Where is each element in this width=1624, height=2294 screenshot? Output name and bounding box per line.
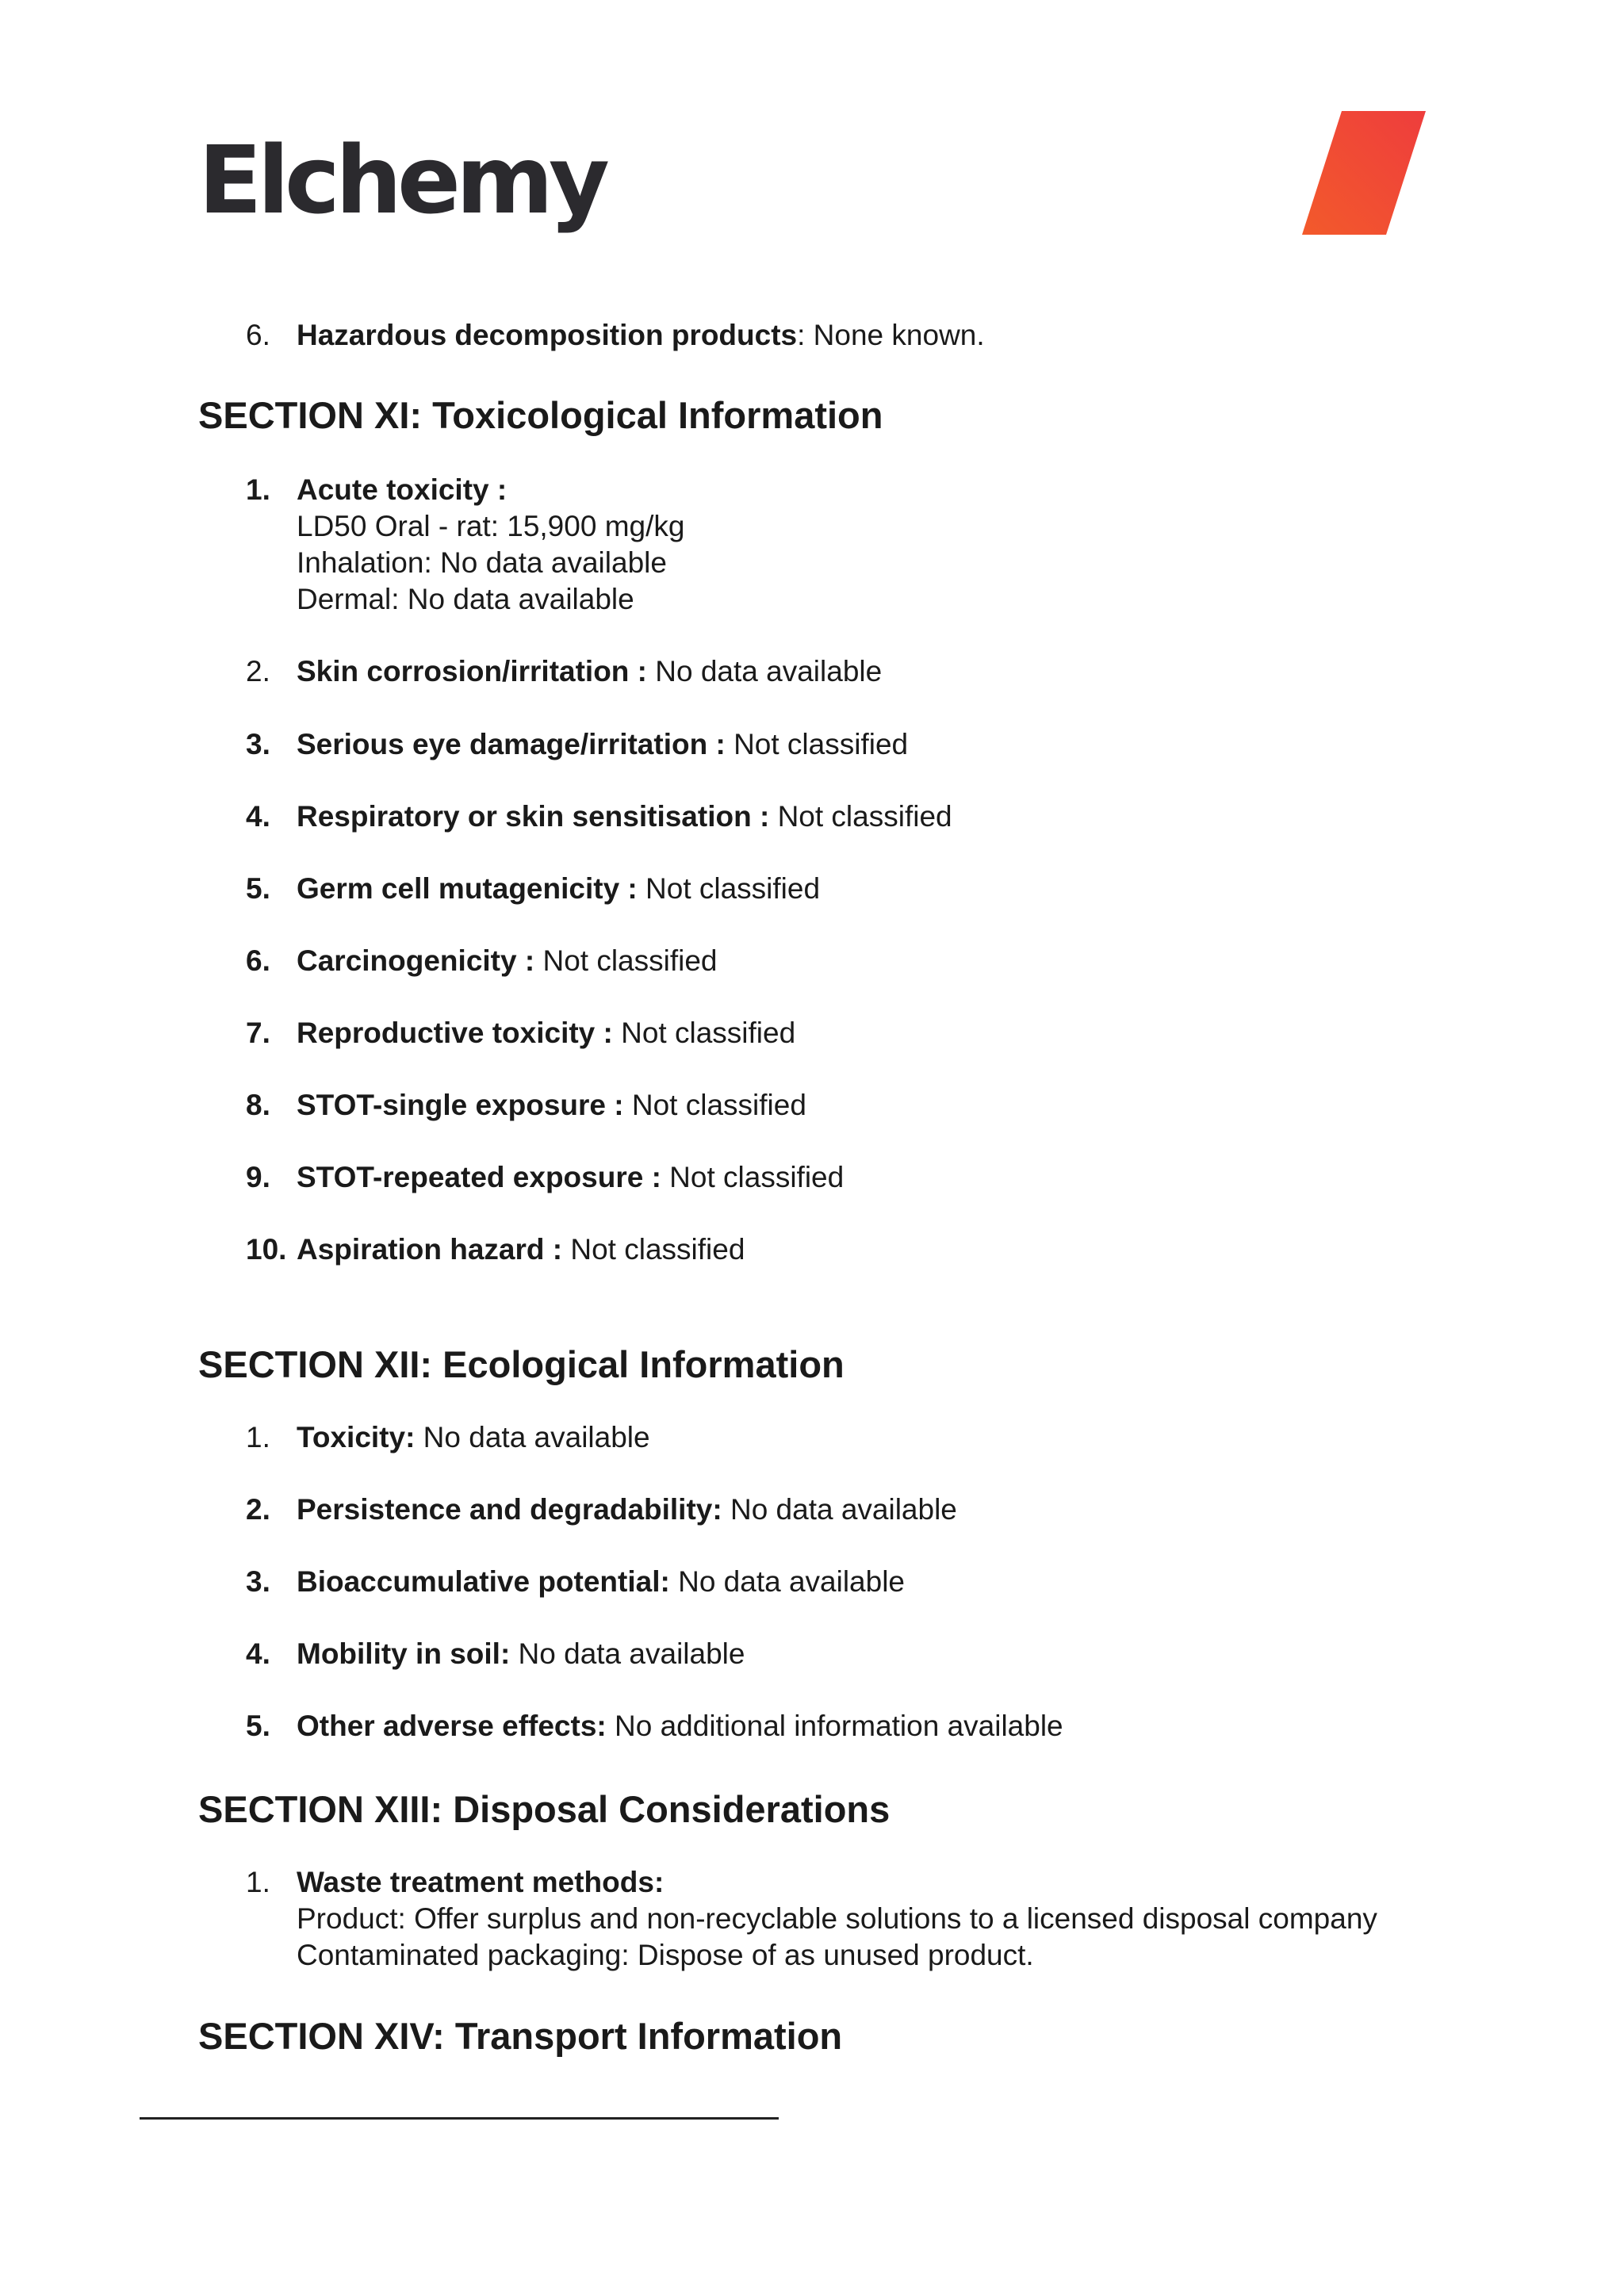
item-value: Not classified	[623, 1089, 806, 1121]
item-term: Respiratory or skin sensitisation :	[297, 800, 770, 833]
list-item	[198, 726, 1534, 763]
item-number: 7.	[246, 1017, 270, 1049]
item-value: No data available	[669, 1565, 906, 1598]
item-number: 6.	[246, 319, 270, 351]
list-item	[198, 1159, 1534, 1196]
item-term: Serious eye damage/irritation :	[297, 728, 726, 760]
item-term: Skin corrosion/irritation :	[297, 655, 647, 687]
list-item	[198, 1087, 1534, 1124]
list-item	[198, 1419, 1534, 1456]
section-12-title: SECTION XII: Ecological Information	[198, 1343, 845, 1385]
item-value: No additional information available	[606, 1710, 1063, 1742]
item-term: Reproductive toxicity :	[297, 1017, 613, 1049]
list-item	[198, 1708, 1534, 1744]
waste-line-product: Product: Offer surplus and non-recyclable solutions to a licensed disposal company	[297, 1902, 1377, 1935]
waste-line-packaging: Contaminated packaging: Dispose of as unused product.	[297, 1939, 1034, 1971]
item-term: Other adverse effects:	[297, 1710, 607, 1742]
logo-text: Elchemy	[198, 125, 605, 235]
item-number: 3.	[246, 1565, 270, 1598]
item-value: No data available	[647, 655, 883, 687]
item-term: Bioaccumulative potential:	[297, 1565, 670, 1598]
item-value: No data available	[722, 1493, 957, 1526]
item-term: Persistence and degradability:	[297, 1493, 722, 1526]
item-number: 1.	[246, 1866, 270, 1898]
item-value: Not classified	[534, 944, 718, 977]
item-number: 10.	[246, 1233, 287, 1266]
list-item	[198, 1636, 1534, 1672]
list-item	[198, 1231, 1534, 1268]
item-number: 5.	[246, 872, 270, 905]
item-value: No data available	[415, 1421, 650, 1453]
item-value: No data available	[510, 1637, 745, 1670]
item-term: STOT-repeated exposure :	[297, 1161, 661, 1193]
brand-slash-icon	[1300, 109, 1427, 236]
item-value: Not classified	[637, 872, 821, 905]
item-number: 1.	[246, 1421, 270, 1453]
item-term: Hazardous decomposition products	[297, 319, 798, 351]
acute-line-inhalation: Inhalation: No data available	[297, 546, 667, 579]
list-item	[198, 1492, 1534, 1528]
item-term: Germ cell mutagenicity :	[297, 872, 638, 905]
list-item-waste-treatment	[198, 1864, 1534, 1974]
item-number: 4.	[246, 800, 270, 833]
section-11-title: SECTION XI: Toxicological Information	[198, 394, 883, 436]
item-value: : None known.	[797, 319, 985, 351]
item-number: 4.	[246, 1637, 270, 1670]
acute-line-dermal: Dermal: No data available	[297, 583, 634, 615]
list-item	[198, 653, 1534, 690]
item-term: Aspiration hazard :	[297, 1233, 563, 1266]
list-item	[198, 871, 1534, 907]
item-value: Not classified	[769, 800, 952, 833]
item-number: 2.	[246, 1493, 270, 1526]
item-number: 3.	[246, 728, 270, 760]
item-value: Not classified	[612, 1017, 796, 1049]
item-value: Not classified	[725, 728, 909, 760]
item-number: 8.	[246, 1089, 270, 1121]
footer-divider	[140, 2117, 779, 2120]
section-14-title: SECTION XIV: Transport Information	[198, 2015, 843, 2057]
acute-line-oral: LD50 Oral - rat: 15,900 mg/kg	[297, 510, 685, 542]
list-item-acute-toxicity	[198, 472, 1534, 618]
elchemy-logo	[198, 125, 605, 235]
item-number: 2.	[246, 655, 270, 687]
list-item	[198, 943, 1534, 979]
item-term: Acute toxicity :	[297, 473, 508, 506]
list-item	[198, 1015, 1534, 1051]
item-term: Waste treatment methods:	[297, 1866, 665, 1898]
list-item-hazardous-decomposition	[198, 317, 1534, 354]
item-number: 5.	[246, 1710, 270, 1742]
item-number: 1.	[246, 473, 270, 506]
item-value: Not classified	[661, 1161, 845, 1193]
section-13-title: SECTION XIII: Disposal Considerations	[198, 1788, 891, 1830]
list-item	[198, 1564, 1534, 1600]
item-number: 6.	[246, 944, 270, 977]
list-item	[198, 798, 1534, 835]
item-term: Mobility in soil:	[297, 1637, 511, 1670]
item-term: Toxicity:	[297, 1421, 416, 1453]
item-term: STOT-single exposure :	[297, 1089, 624, 1121]
item-number: 9.	[246, 1161, 270, 1193]
item-term: Carcinogenicity :	[297, 944, 535, 977]
item-value: Not classified	[562, 1233, 745, 1266]
